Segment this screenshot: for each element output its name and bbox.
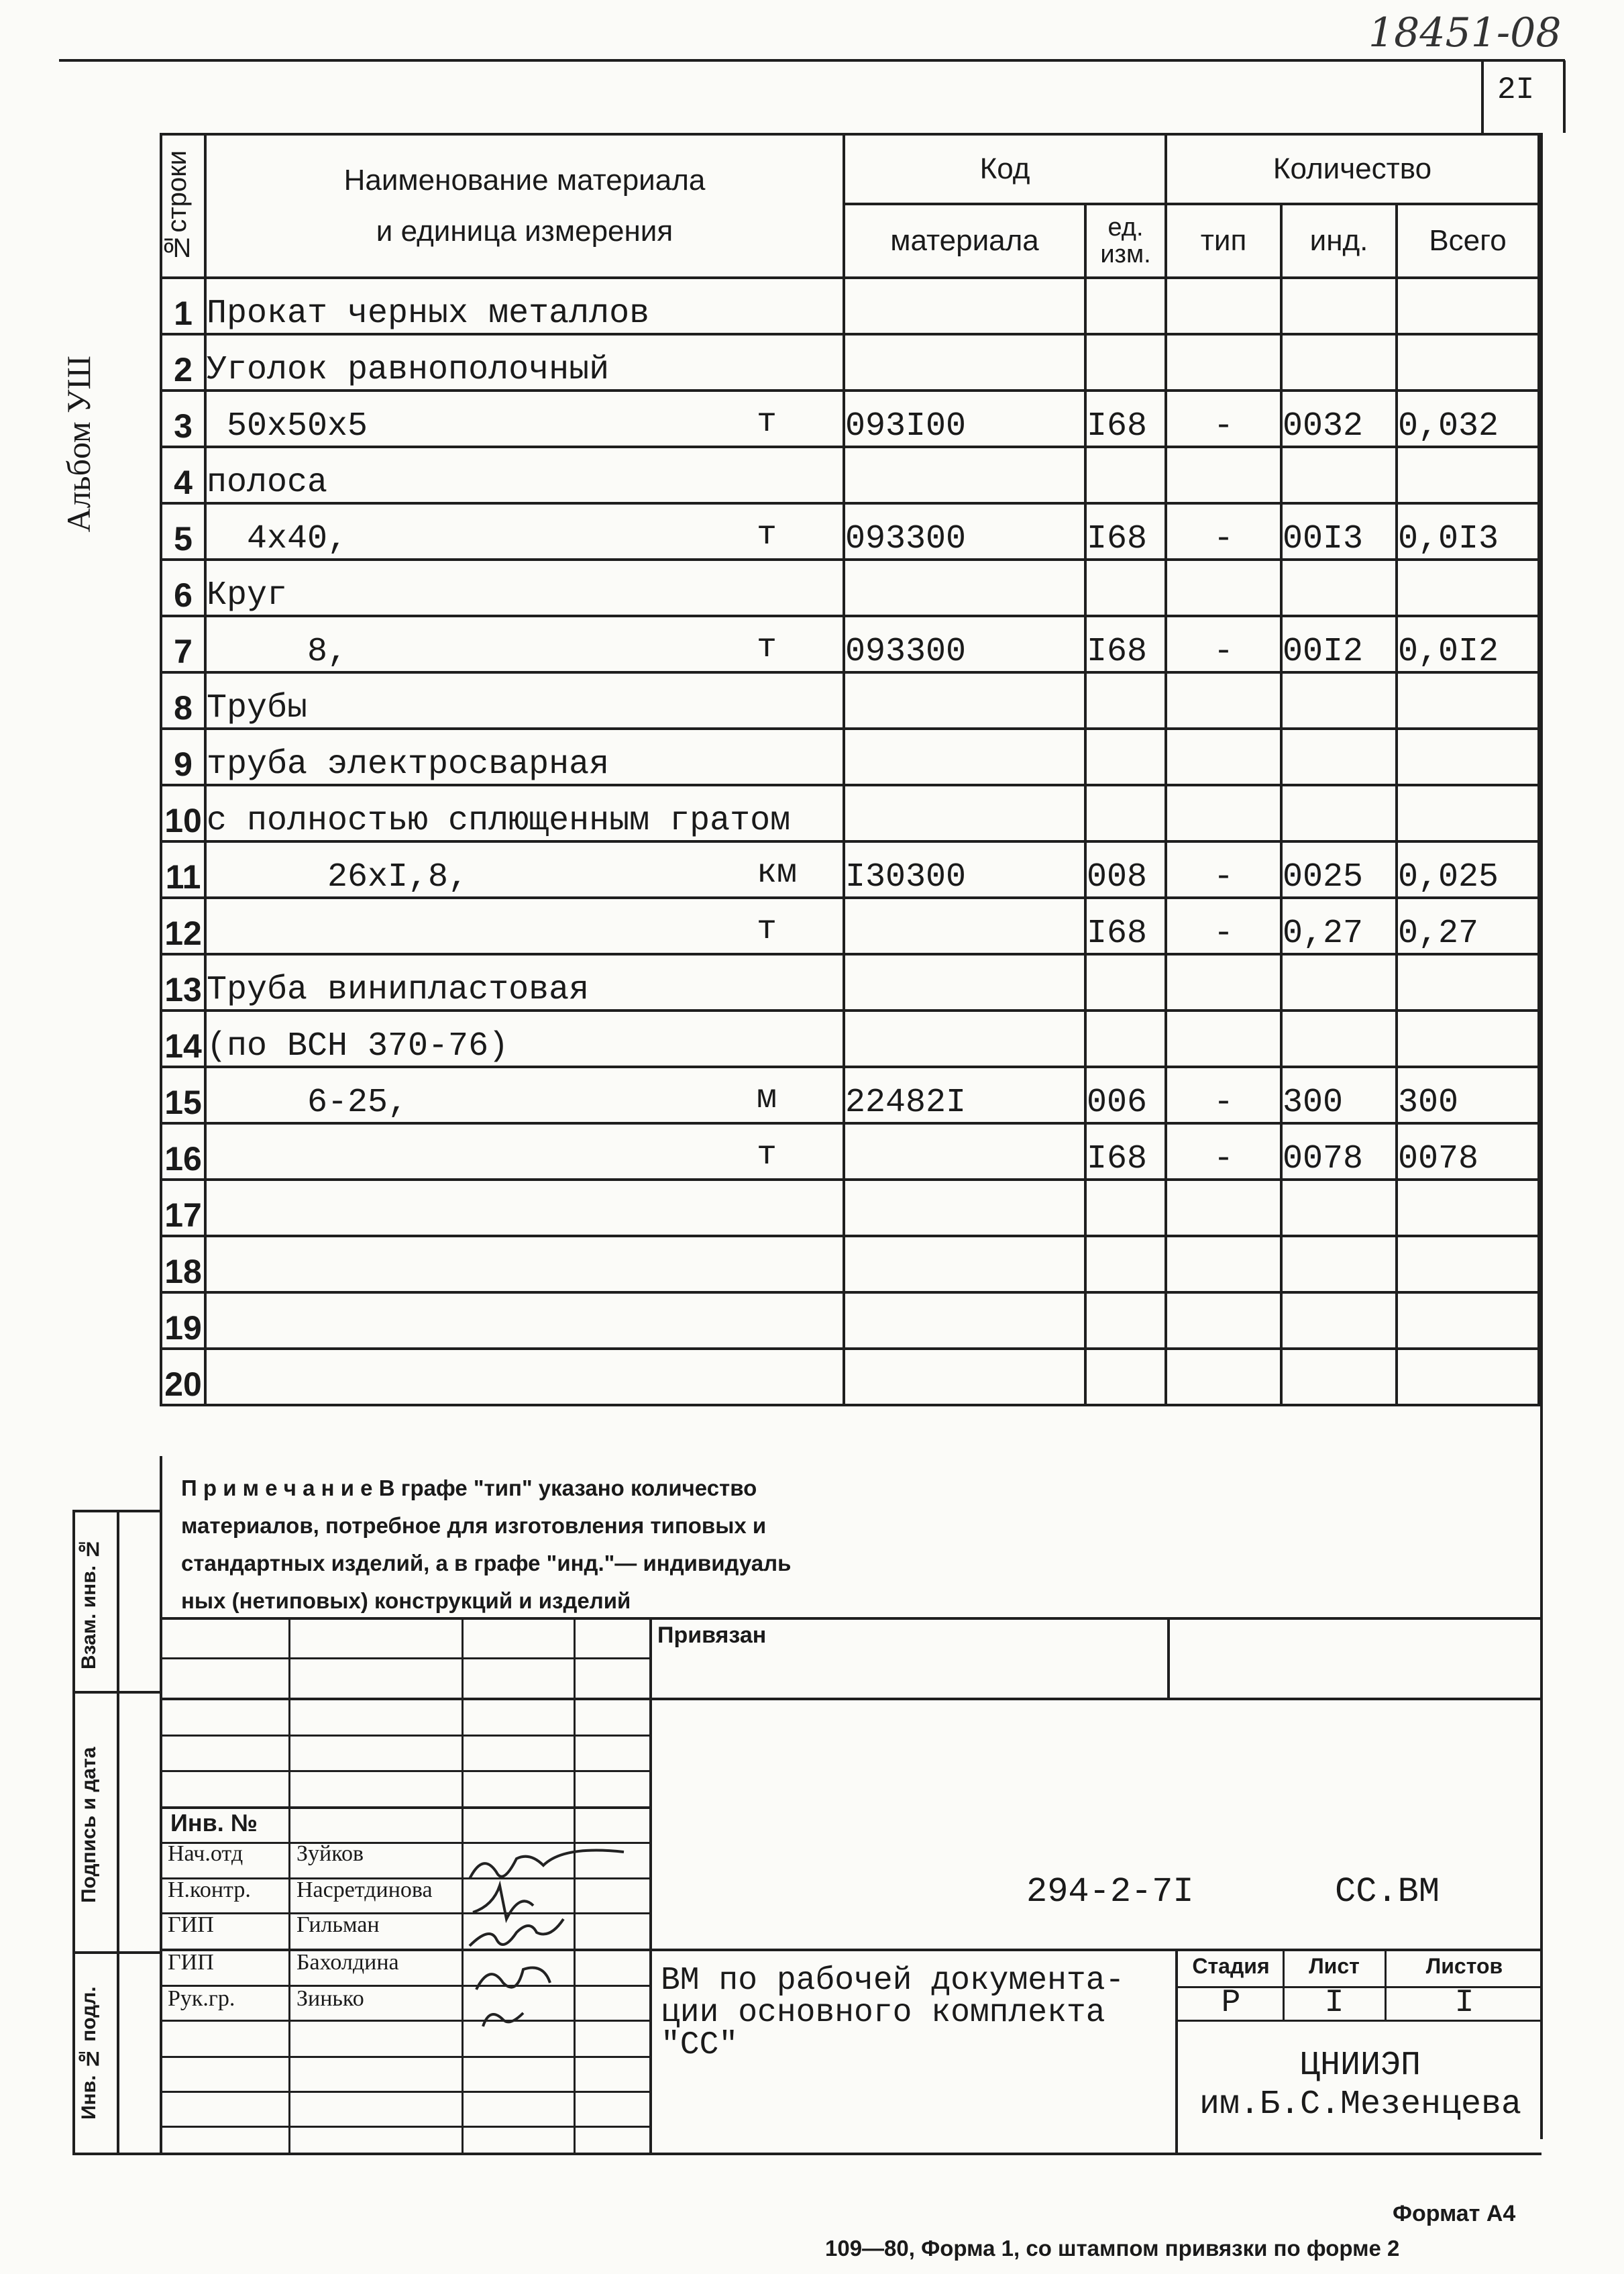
material-code [844, 785, 1085, 841]
qty-type: - [1166, 616, 1281, 672]
unit-code [1085, 954, 1166, 1011]
material-code [844, 1236, 1085, 1292]
stamp-h14 [160, 2126, 651, 2128]
table-row [161, 616, 1539, 672]
table-row [161, 334, 1539, 391]
material-name-text: 4х40, [207, 520, 348, 558]
qty-ind [1281, 278, 1397, 334]
row-number: 11 [161, 841, 205, 898]
qty-total: 0,0I2 [1397, 616, 1539, 672]
row-number: 20 [161, 1349, 205, 1405]
table-row [161, 785, 1539, 841]
material-name [205, 1180, 844, 1236]
sheet-value: I [1324, 1985, 1344, 2021]
unit-code [1085, 560, 1166, 616]
material-name-text: Уголок равнополочный [207, 351, 610, 389]
unit-code: I68 [1085, 503, 1166, 560]
qty-ind [1281, 1011, 1397, 1067]
stamp-top [160, 1617, 1541, 1620]
form-label: 109—80, Форма 1, со штампом привязки по форме 2 [825, 2236, 1400, 2261]
qty-total [1397, 278, 1539, 334]
material-name-text: Трубы [207, 689, 308, 727]
page-box-right [1563, 60, 1566, 133]
table-row [161, 1292, 1539, 1349]
material-name [205, 1236, 844, 1292]
table-row [161, 1349, 1539, 1405]
qty-type [1166, 1236, 1281, 1292]
material-name-text: труба электросварная [207, 745, 610, 784]
side-div1 [72, 1691, 161, 1694]
inv-no-label: Инв. № [170, 1809, 258, 1837]
material-code [844, 1123, 1085, 1180]
material-code: 093300 [844, 616, 1085, 672]
material-name-text: (по ВСН 370-76) [207, 1027, 509, 1066]
row-number: 5 [161, 503, 205, 560]
table-row [161, 1067, 1539, 1123]
unit-code: I68 [1085, 391, 1166, 447]
qty-total [1397, 1180, 1539, 1236]
qty-ind: 00I2 [1281, 616, 1397, 672]
unit-label: м [757, 1080, 777, 1118]
album-label: Альбом УШ [60, 356, 97, 533]
signature-name: Насретдинова [296, 1877, 433, 1902]
unit-label: км [757, 854, 798, 892]
table-row [161, 1011, 1539, 1067]
side-podpis: Подпись и дата [78, 1747, 100, 1904]
material-code [844, 1349, 1085, 1405]
unit-code: 008 [1085, 841, 1166, 898]
signature-role: Нач.отд [168, 1841, 243, 1866]
frame-left-lower [160, 1456, 162, 2154]
unit-code [1085, 278, 1166, 334]
table-row [161, 391, 1539, 447]
qty-ind [1281, 1236, 1397, 1292]
privyazan-label: Привязан [657, 1622, 767, 1648]
signature-role: Н.контр. [168, 1877, 251, 1902]
stamp-h2 [160, 1698, 1541, 1700]
qty-total: 0,025 [1397, 841, 1539, 898]
table-row [161, 841, 1539, 898]
material-name-text: 8, [207, 633, 348, 671]
material-name-text: полоса [207, 464, 328, 502]
material-name [205, 1011, 844, 1067]
material-name-text: 26хI,8, [207, 858, 469, 896]
side-vzam: Взам. инв. № [78, 1537, 100, 1670]
unit-code: 006 [1085, 1067, 1166, 1123]
side-div2 [72, 1951, 161, 1954]
qty-total [1397, 729, 1539, 785]
material-code [844, 560, 1085, 616]
unit-label: т [757, 516, 777, 554]
signature-name: Гильман [296, 1912, 380, 1937]
stamp-v4 [649, 1617, 652, 2154]
material-name [205, 616, 844, 672]
row-number: 10 [161, 785, 205, 841]
designation: 294-2-7I [1026, 1872, 1194, 1912]
signature-stroke [470, 1851, 624, 1879]
frame-right [1540, 133, 1543, 2139]
qty-type [1166, 447, 1281, 503]
unit-code: I68 [1085, 898, 1166, 954]
unit-code [1085, 447, 1166, 503]
unit-code: I68 [1085, 1123, 1166, 1180]
frame-bottom [160, 2153, 1541, 2155]
qty-ind: 300 [1281, 1067, 1397, 1123]
side-invpodl: Инв. № подл. [78, 1986, 100, 2120]
qty-ind [1281, 1180, 1397, 1236]
material-name [205, 729, 844, 785]
qty-total [1397, 1292, 1539, 1349]
qty-ind [1281, 729, 1397, 785]
table-row [161, 1123, 1539, 1180]
col-qty: Количество [1166, 134, 1539, 204]
qty-type [1166, 785, 1281, 841]
row-number: 4 [161, 447, 205, 503]
unit-code [1085, 1349, 1166, 1405]
material-name [205, 560, 844, 616]
qty-total: 0,0I3 [1397, 503, 1539, 560]
material-code: 093300 [844, 503, 1085, 560]
col-qty-type: тип [1166, 204, 1281, 278]
material-name-text: 50х50х5 [207, 407, 368, 446]
qty-type: - [1166, 391, 1281, 447]
material-code [844, 1011, 1085, 1067]
material-name [205, 447, 844, 503]
material-name-text: с полностью сплющенным гратом [207, 802, 791, 840]
row-number: 1 [161, 278, 205, 334]
signature-role: ГИП [168, 1912, 214, 1937]
qty-type: - [1166, 1123, 1281, 1180]
signature-stroke [470, 1919, 563, 1946]
col-row-no: №строки [161, 134, 205, 278]
unit-code: I68 [1085, 616, 1166, 672]
row-number: 9 [161, 729, 205, 785]
qty-total: 0,27 [1397, 898, 1539, 954]
qty-type [1166, 1011, 1281, 1067]
sheets-value: I [1454, 1985, 1474, 2021]
row-number: 13 [161, 954, 205, 1011]
qty-total: 0078 [1397, 1123, 1539, 1180]
qty-total [1397, 785, 1539, 841]
qty-type: - [1166, 1067, 1281, 1123]
row-number: 18 [161, 1236, 205, 1292]
qty-total: 0,032 [1397, 391, 1539, 447]
side-top [72, 1510, 161, 1512]
qty-type [1166, 729, 1281, 785]
signature-stroke [476, 1968, 550, 1990]
signature-stroke [473, 1885, 533, 1919]
qty-total [1397, 560, 1539, 616]
qty-total [1397, 1349, 1539, 1405]
material-name-text: 6-25, [207, 1084, 409, 1122]
material-code [844, 954, 1085, 1011]
material-name [205, 785, 844, 841]
side-mid [117, 1510, 119, 2153]
material-code [844, 1180, 1085, 1236]
unit-code [1085, 1011, 1166, 1067]
qty-type [1166, 1180, 1281, 1236]
material-code [844, 278, 1085, 334]
material-code: 093I00 [844, 391, 1085, 447]
stamp-h1 [160, 1657, 651, 1659]
col-code-unit: ед. изм. [1085, 204, 1166, 278]
col-code-material: материала [844, 204, 1085, 278]
qty-ind [1281, 785, 1397, 841]
table-row [161, 672, 1539, 729]
signature-role: ГИП [168, 1950, 214, 1975]
qty-type: - [1166, 898, 1281, 954]
note [181, 1469, 791, 1620]
qty-ind: 0,27 [1281, 898, 1397, 954]
material-code [844, 334, 1085, 391]
row-number: 15 [161, 1067, 205, 1123]
unit-label: т [757, 403, 777, 442]
material-name-text: Труба винипластовая [207, 971, 590, 1009]
material-code: I30300 [844, 841, 1085, 898]
material-code [844, 447, 1085, 503]
table-row [161, 503, 1539, 560]
qty-type: - [1166, 841, 1281, 898]
page-box-left [1481, 60, 1484, 133]
unit-code [1085, 785, 1166, 841]
material-name [205, 898, 844, 954]
unit-code [1085, 1180, 1166, 1236]
material-name [205, 1123, 844, 1180]
material-name [205, 841, 844, 898]
unit-code [1085, 334, 1166, 391]
note-line: ных (нетиповых) конструкций и изделий [181, 1588, 631, 1613]
qty-ind [1281, 1292, 1397, 1349]
qty-total [1397, 954, 1539, 1011]
qty-type [1166, 334, 1281, 391]
signature-name: Зуйков [296, 1841, 364, 1866]
unit-code [1085, 1236, 1166, 1292]
qty-type [1166, 954, 1281, 1011]
qty-ind: 0032 [1281, 391, 1397, 447]
qty-type [1166, 1292, 1281, 1349]
sheet-label: Лист [1309, 1954, 1360, 1978]
col-qty-ind: инд. [1281, 204, 1397, 278]
material-name [205, 1292, 844, 1349]
material-name [205, 954, 844, 1011]
unit-label: т [757, 911, 777, 949]
unit-code [1085, 672, 1166, 729]
materials-table [160, 133, 1540, 1406]
table-row [161, 560, 1539, 616]
row-number: 17 [161, 1180, 205, 1236]
material-name [205, 391, 844, 447]
col-code: Код [844, 134, 1166, 204]
doc-title: ВМ по рабочей документа- ции основного комплекта "СС" [661, 1963, 1125, 2063]
stamp-v6 [1175, 1949, 1178, 2154]
qty-ind: 00I3 [1281, 503, 1397, 560]
qty-ind: 0025 [1281, 841, 1397, 898]
qty-type [1166, 672, 1281, 729]
stage-value: Р [1221, 1985, 1241, 2021]
note-line: стандартных изделий, а в графе "инд."— индивидуаль [181, 1551, 792, 1575]
material-name [205, 503, 844, 560]
material-code [844, 898, 1085, 954]
row-number: 7 [161, 616, 205, 672]
qty-ind [1281, 334, 1397, 391]
qty-total [1397, 1236, 1539, 1292]
corner-number: 18451-08 [1368, 9, 1562, 56]
table-row [161, 447, 1539, 503]
note-line: П р и м е ч а н и е В графе "тип" указано количество [181, 1476, 757, 1500]
top-rule [59, 59, 1565, 62]
qty-total [1397, 334, 1539, 391]
material-code [844, 729, 1085, 785]
row-number: 8 [161, 672, 205, 729]
qty-ind [1281, 1349, 1397, 1405]
material-code [844, 1292, 1085, 1349]
qty-ind: 0078 [1281, 1123, 1397, 1180]
side-left [72, 1510, 75, 2153]
qty-type [1166, 278, 1281, 334]
sheets-label: Листов [1425, 1954, 1503, 1978]
qty-ind [1281, 954, 1397, 1011]
qty-total [1397, 447, 1539, 503]
material-name-text: Прокат черных металлов [207, 295, 650, 333]
unit-code [1085, 729, 1166, 785]
table-row [161, 278, 1539, 334]
qty-type [1166, 1349, 1281, 1405]
row-number: 2 [161, 334, 205, 391]
stage-label: Стадия [1192, 1954, 1270, 1978]
signature-stroke [483, 2013, 523, 2026]
qty-type: - [1166, 503, 1281, 560]
side-bottom [72, 2153, 161, 2155]
table-row [161, 898, 1539, 954]
qty-total: 300 [1397, 1067, 1539, 1123]
table-row [161, 1236, 1539, 1292]
stamp-v5 [1167, 1617, 1170, 1698]
page-number: 2I [1497, 72, 1535, 107]
material-name-text: Круг [207, 576, 288, 615]
row-number: 14 [161, 1011, 205, 1067]
material-code [844, 672, 1085, 729]
organization: ЦНИИЭП им.Б.С.Мезенцева [1199, 2047, 1522, 2124]
signature-name: Бахолдина [296, 1950, 399, 1975]
table-row [161, 954, 1539, 1011]
stamp-h4 [160, 1770, 651, 1772]
signature-role: Рук.гр. [168, 1986, 235, 2011]
unit-label: т [757, 629, 777, 667]
table-row [161, 729, 1539, 785]
row-number: 19 [161, 1292, 205, 1349]
material-name [205, 1349, 844, 1405]
material-name [205, 278, 844, 334]
row-number: 16 [161, 1123, 205, 1180]
format-label: Формат А4 [1393, 2201, 1516, 2226]
stamp-v1 [288, 1617, 290, 2154]
col-name: Наименование материала и единица измерения [205, 134, 844, 278]
col-qty-total: Всего [1397, 204, 1539, 278]
material-name [205, 334, 844, 391]
unit-label: т [757, 1136, 777, 1174]
mark: СС.ВМ [1335, 1872, 1440, 1912]
qty-ind [1281, 447, 1397, 503]
stamp-v8 [1385, 1949, 1387, 2021]
qty-ind [1281, 560, 1397, 616]
qty-type [1166, 560, 1281, 616]
row-number: 12 [161, 898, 205, 954]
qty-total [1397, 1011, 1539, 1067]
signatures [463, 1839, 637, 2120]
qty-ind [1281, 672, 1397, 729]
material-code: 22482I [844, 1067, 1085, 1123]
stamp-h3 [160, 1735, 651, 1737]
material-name [205, 672, 844, 729]
row-number: 3 [161, 391, 205, 447]
unit-code [1085, 1292, 1166, 1349]
table-row [161, 1180, 1539, 1236]
note-line: материалов, потребное для изготовления типовых и [181, 1513, 767, 1538]
material-name [205, 1067, 844, 1123]
qty-total [1397, 672, 1539, 729]
row-number: 6 [161, 560, 205, 616]
signature-name: Зинько [296, 1986, 364, 2011]
